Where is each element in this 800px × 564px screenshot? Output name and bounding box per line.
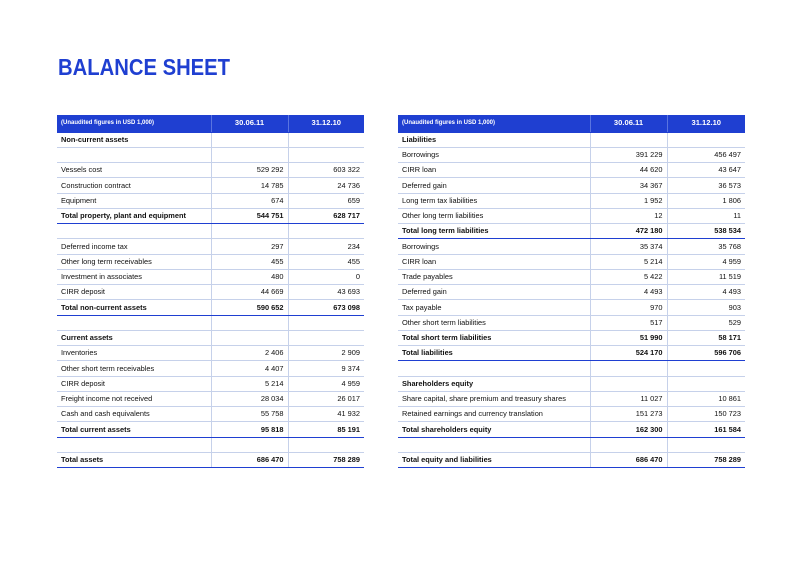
row-label: Cash and cash equivalents: [57, 407, 211, 422]
table-row: [57, 254, 364, 269]
value-30-06-11: 34 367: [590, 178, 667, 193]
value-30-06-11: [211, 330, 288, 345]
value-31-12-10: 85 191: [288, 422, 364, 437]
row-label: Total short term liabilities: [398, 330, 590, 345]
column-header-30-06-11: 30.06.11: [211, 115, 288, 132]
value-30-06-11: 2 406: [211, 346, 288, 361]
value-31-12-10: 529: [667, 315, 745, 330]
value-31-12-10: 4 493: [667, 285, 745, 300]
table-row: [398, 208, 745, 223]
row-label: Total equity and liabilities: [398, 452, 590, 467]
assets-table: [57, 115, 364, 468]
value-30-06-11: 11 027: [590, 391, 667, 406]
table-row: [398, 132, 745, 147]
value-30-06-11: [211, 147, 288, 162]
table-row: [398, 376, 745, 391]
row-label: [57, 147, 211, 162]
value-30-06-11: 5 214: [590, 254, 667, 269]
value-30-06-11: 44 669: [211, 285, 288, 300]
value-30-06-11: 95 818: [211, 422, 288, 437]
row-label: Total long term liabilities: [398, 224, 590, 239]
value-30-06-11: 686 470: [590, 452, 667, 467]
value-30-06-11: [211, 224, 288, 239]
row-label: Total non-current assets: [57, 300, 211, 315]
value-31-12-10: [667, 437, 745, 452]
row-label: Total liabilities: [398, 346, 590, 361]
row-label: Total shareholders equity: [398, 422, 590, 437]
table-row: [398, 285, 745, 300]
row-label: Freight income not received: [57, 391, 211, 406]
row-label: Other long term liabilities: [398, 208, 590, 223]
value-31-12-10: [667, 376, 745, 391]
row-label: Share capital, share premium and treasury shares: [398, 391, 590, 406]
row-label: Borrowings: [398, 239, 590, 254]
value-31-12-10: 150 723: [667, 407, 745, 422]
value-31-12-10: 758 289: [288, 452, 364, 467]
value-30-06-11: 5 214: [211, 376, 288, 391]
table-row: [57, 391, 364, 406]
liabilities-equity-table: [398, 115, 745, 468]
value-31-12-10: 596 706: [667, 346, 745, 361]
value-31-12-10: 4 959: [288, 376, 364, 391]
column-header-31-12-10: 31.12.10: [288, 115, 364, 132]
row-label: [57, 315, 211, 330]
table-row: [398, 269, 745, 284]
row-label: Borrowings: [398, 147, 590, 162]
table-row: [57, 346, 364, 361]
row-label: [57, 437, 211, 452]
value-30-06-11: [590, 437, 667, 452]
row-label: CIRR deposit: [57, 285, 211, 300]
value-31-12-10: 43 647: [667, 163, 745, 178]
table-row: [398, 452, 745, 467]
table-header-row: [398, 115, 745, 132]
row-label: Trade payables: [398, 269, 590, 284]
value-31-12-10: 9 374: [288, 361, 364, 376]
row-label: Tax payable: [398, 300, 590, 315]
row-label: CIRR loan: [398, 163, 590, 178]
row-label: Equipment: [57, 193, 211, 208]
table-row: [398, 254, 745, 269]
table-row: [57, 208, 364, 223]
page-title: BALANCE SHEET: [58, 54, 231, 80]
row-label: Total property, plant and equipment: [57, 208, 211, 223]
value-31-12-10: 234: [288, 239, 364, 254]
value-30-06-11: [211, 315, 288, 330]
value-30-06-11: 544 751: [211, 208, 288, 223]
value-30-06-11: 5 422: [590, 269, 667, 284]
value-31-12-10: 456 497: [667, 147, 745, 162]
table-row: [398, 239, 745, 254]
value-30-06-11: 51 990: [590, 330, 667, 345]
value-30-06-11: 151 273: [590, 407, 667, 422]
value-31-12-10: 758 289: [667, 452, 745, 467]
table-row: [57, 147, 364, 162]
column-header-31-12-10: 31.12.10: [667, 115, 745, 132]
row-label: CIRR deposit: [57, 376, 211, 391]
value-30-06-11: 28 034: [211, 391, 288, 406]
table-row: [398, 193, 745, 208]
row-label: Long term tax liabilities: [398, 193, 590, 208]
row-label: [57, 224, 211, 239]
table-row: [57, 224, 364, 239]
value-30-06-11: [211, 437, 288, 452]
value-31-12-10: [288, 315, 364, 330]
table-row: [57, 178, 364, 193]
table-row: [57, 132, 364, 147]
table-row: [57, 269, 364, 284]
value-30-06-11: 4 407: [211, 361, 288, 376]
value-31-12-10: 603 322: [288, 163, 364, 178]
value-30-06-11: [590, 361, 667, 376]
value-30-06-11: [590, 132, 667, 147]
row-label: Liabilities: [398, 132, 590, 147]
value-30-06-11: 517: [590, 315, 667, 330]
value-31-12-10: [288, 132, 364, 147]
row-label: Construction contract: [57, 178, 211, 193]
value-31-12-10: [288, 224, 364, 239]
value-31-12-10: 4 959: [667, 254, 745, 269]
table-row: [57, 239, 364, 254]
units-note: (Unaudited figures in USD 1,000): [398, 115, 590, 132]
value-31-12-10: 36 573: [667, 178, 745, 193]
table-row: [57, 361, 364, 376]
value-30-06-11: 162 300: [590, 422, 667, 437]
table-row: [57, 315, 364, 330]
row-label: Deferred gain: [398, 178, 590, 193]
value-30-06-11: 297: [211, 239, 288, 254]
table-row: [57, 330, 364, 345]
value-30-06-11: 44 620: [590, 163, 667, 178]
row-label: Other long term receivables: [57, 254, 211, 269]
value-31-12-10: 35 768: [667, 239, 745, 254]
value-31-12-10: 58 171: [667, 330, 745, 345]
value-31-12-10: 1 806: [667, 193, 745, 208]
value-31-12-10: 10 861: [667, 391, 745, 406]
units-note: (Unaudited figures in USD 1,000): [57, 115, 211, 132]
table-row: [398, 361, 745, 376]
row-label: [398, 437, 590, 452]
value-30-06-11: 455: [211, 254, 288, 269]
row-label: Other short term receivables: [57, 361, 211, 376]
row-label: Inventories: [57, 346, 211, 361]
table-row: [57, 407, 364, 422]
table-row: [398, 224, 745, 239]
row-label: Deferred gain: [398, 285, 590, 300]
value-31-12-10: 903: [667, 300, 745, 315]
table-row: [57, 163, 364, 178]
row-label: Shareholders equity: [398, 376, 590, 391]
table-header-row: [57, 115, 364, 132]
row-label: Total current assets: [57, 422, 211, 437]
table-row: [398, 178, 745, 193]
value-31-12-10: 11: [667, 208, 745, 223]
value-31-12-10: 673 098: [288, 300, 364, 315]
value-31-12-10: 659: [288, 193, 364, 208]
value-31-12-10: 26 017: [288, 391, 364, 406]
table-row: [398, 346, 745, 361]
table-row: [398, 391, 745, 406]
value-31-12-10: [288, 437, 364, 452]
value-30-06-11: 472 180: [590, 224, 667, 239]
value-30-06-11: 35 374: [590, 239, 667, 254]
value-30-06-11: 674: [211, 193, 288, 208]
row-label: Non-current assets: [57, 132, 211, 147]
table-row: [398, 315, 745, 330]
value-31-12-10: 455: [288, 254, 364, 269]
row-label: Deferred income tax: [57, 239, 211, 254]
table-row: [57, 452, 364, 467]
row-label: CIRR loan: [398, 254, 590, 269]
value-30-06-11: [211, 132, 288, 147]
table-row: [57, 300, 364, 315]
table-row: [398, 422, 745, 437]
table-row: [57, 376, 364, 391]
value-31-12-10: 2 909: [288, 346, 364, 361]
table-row: [398, 163, 745, 178]
value-30-06-11: 686 470: [211, 452, 288, 467]
table-row: [398, 330, 745, 345]
value-30-06-11: 55 758: [211, 407, 288, 422]
value-31-12-10: 161 584: [667, 422, 745, 437]
table-row: [57, 437, 364, 452]
row-label: Vessels cost: [57, 163, 211, 178]
row-label: Current assets: [57, 330, 211, 345]
value-30-06-11: 14 785: [211, 178, 288, 193]
table-row: [57, 422, 364, 437]
row-label: Investment in associates: [57, 269, 211, 284]
value-30-06-11: 480: [211, 269, 288, 284]
value-31-12-10: [288, 330, 364, 345]
value-31-12-10: 24 736: [288, 178, 364, 193]
row-label: Total assets: [57, 452, 211, 467]
value-31-12-10: [667, 132, 745, 147]
value-30-06-11: 12: [590, 208, 667, 223]
value-30-06-11: 4 493: [590, 285, 667, 300]
table-row: [398, 300, 745, 315]
value-30-06-11: 529 292: [211, 163, 288, 178]
table-row: [398, 437, 745, 452]
row-label: Retained earnings and currency translation: [398, 407, 590, 422]
value-30-06-11: 970: [590, 300, 667, 315]
value-30-06-11: 524 170: [590, 346, 667, 361]
table-row: [57, 193, 364, 208]
value-31-12-10: [288, 147, 364, 162]
table-row: [398, 407, 745, 422]
value-31-12-10: 11 519: [667, 269, 745, 284]
value-30-06-11: [590, 376, 667, 391]
value-31-12-10: [667, 361, 745, 376]
table-row: [398, 147, 745, 162]
value-31-12-10: 628 717: [288, 208, 364, 223]
row-label: [398, 361, 590, 376]
value-30-06-11: 590 652: [211, 300, 288, 315]
value-31-12-10: 41 932: [288, 407, 364, 422]
value-31-12-10: 43 693: [288, 285, 364, 300]
table-row: [57, 285, 364, 300]
value-30-06-11: 391 229: [590, 147, 667, 162]
row-label: Other short term liabilities: [398, 315, 590, 330]
value-31-12-10: 538 534: [667, 224, 745, 239]
value-31-12-10: 0: [288, 269, 364, 284]
column-header-30-06-11: 30.06.11: [590, 115, 667, 132]
value-30-06-11: 1 952: [590, 193, 667, 208]
